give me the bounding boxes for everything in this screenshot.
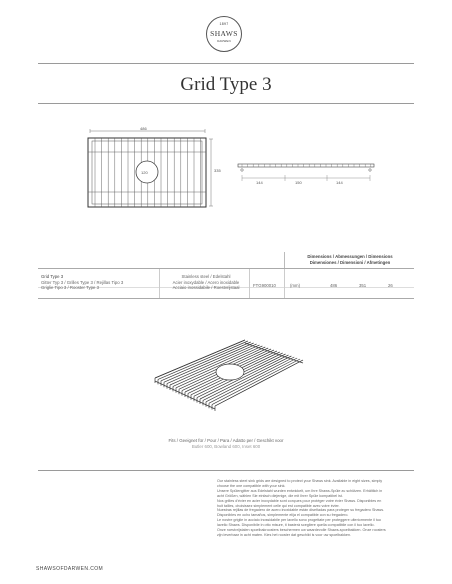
side-dimension-middle: 150 — [295, 180, 302, 185]
height-value: 26 — [388, 283, 393, 288]
table-bottom-rule — [38, 298, 414, 299]
description-line: Unsere Spülengitter aus Edelstahl wurden entwickelt, um Ihre Shaws-Spüle zu schützen. Erhältlich in — [217, 488, 383, 493]
product-name-translation-1: Gitter Typ 3 / Grilles Type 3 / Rejillas Tipo 3 — [41, 279, 124, 285]
material-line-2: Acier inoxydable / Acero inoxidable — [172, 279, 240, 285]
brand-name: SHAWS — [210, 29, 238, 38]
brand-logo — [206, 16, 242, 52]
description-line: Onze roestvrijstalen spoelbakroosters beschermen uw waardevolle Shaws-spoelbakken. Onze roosters — [217, 528, 386, 533]
grid-perspective-illustration — [145, 318, 310, 428]
description-divider — [38, 470, 414, 471]
column-divider — [249, 269, 250, 298]
drain-hole-cutout — [216, 364, 244, 380]
fits-caption-models: Butler 600, Bowland 600, Inset 600 — [191, 444, 261, 449]
title-divider — [38, 103, 414, 104]
description-line: Nos grilles d'évier en acier inoxydable sont conçues pour protéger votre évier Shaws. Disponibles en — [217, 498, 382, 503]
dimensions-header-line2: Dimensiones / Dimensioni / Afmetingen — [309, 259, 391, 265]
product-code: FTG900010 — [253, 283, 276, 288]
column-divider — [284, 269, 285, 298]
width-value: 486 — [330, 283, 338, 288]
column-divider — [159, 269, 160, 298]
material-cell — [161, 274, 251, 291]
product-name-translation-2: Griglie Tipo 3 / Rooster Type 3 — [41, 285, 99, 291]
brand-tagline: DARWEN — [217, 39, 231, 43]
description-line: choose the one compatible with your sink. — [217, 483, 286, 488]
fits-caption-languages: Fits / Geeignet für / Pour / Para / Adatto per / Geschikt voor — [168, 438, 284, 443]
material-line-3: Acciaio inossidabile / Roestvrijstaal — [172, 285, 240, 291]
footer-website: SHAWSOFDARWEN.COM — [36, 566, 104, 572]
description-line: lavello Shaws. Disponibile in otto misure, ti basterà scegliere quella compatibile con il tuo lavello. — [217, 523, 375, 528]
depth-value: 351 — [359, 283, 367, 288]
table-divider — [38, 268, 414, 269]
description-line: Nuestras rejillas de fregadero de acero inoxidable están diseñadas para proteger su fregadero Shaws. — [217, 508, 385, 513]
spec-table — [38, 252, 414, 302]
description-line: Le nostre griglie in acciaio inossidabile per lavello sono progettate per proteggere ulteriormente il tuo — [217, 518, 381, 523]
material-line-1: Stainless steel / Edelstahl — [181, 274, 231, 279]
top-divider — [38, 63, 414, 64]
page-title: Grid Type 3 — [180, 74, 272, 95]
hole-dimension: 120 — [141, 170, 148, 175]
description-line: huit tailles, choisissez simplement celle qui est compatible avec votre évier. — [217, 503, 340, 508]
side-dimension-left: 144 — [256, 180, 263, 185]
dimensions-header — [284, 252, 415, 268]
product-name-cell — [41, 274, 161, 291]
description-line: Disponibles en ocho tamaños, simplemente elija el compatible con su fregadero. — [217, 513, 349, 518]
side-dimension-right: 144 — [336, 180, 343, 185]
description-block — [217, 479, 422, 538]
dimensions-header-line1: Dimensions / Abmessungen / Dimensions — [307, 254, 393, 259]
brand-year: 1897 — [219, 22, 229, 26]
fits-caption — [96, 438, 356, 450]
description-line: Our stainless steel sink grids are designed to protect your Shaws sink. Available in eight sizes, simply — [217, 479, 383, 483]
unit-label: (mm) — [290, 283, 301, 288]
description-line: zijn leverbaar in acht maten. Kies het rooster dat geschikt is voor uw spoelbakken. — [217, 532, 352, 537]
height-dimension: 335 — [214, 168, 221, 173]
grid-side-view-drawing — [232, 158, 382, 188]
product-name: Grid Type 3 — [41, 274, 64, 279]
description-line: acht Größen, wählen Sie einfach diejenige, die mit Ihrer Spüle kompatibel ist. — [217, 493, 343, 498]
width-dimension: 486 — [140, 126, 147, 131]
